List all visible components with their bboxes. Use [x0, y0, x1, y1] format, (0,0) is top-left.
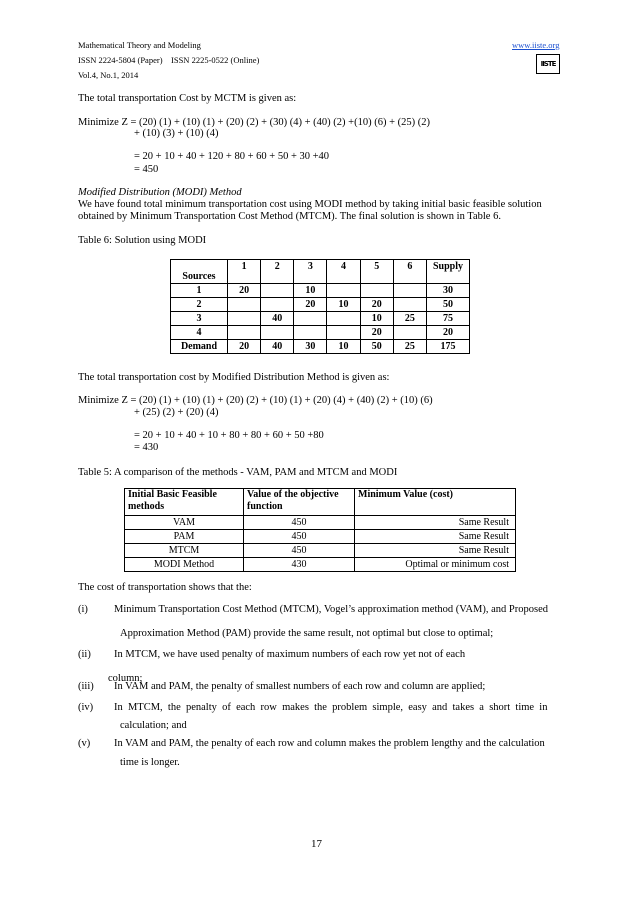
table6-caption: Table 6: Solution using MODI: [78, 235, 207, 246]
list-item-number: (iv): [78, 702, 94, 713]
table6-sources-label: Sources: [171, 260, 228, 284]
list-item-number: (ii): [78, 649, 91, 660]
table5-caption: Table 5: A comparison of the methods - VAM, PAM and MTCM and MODI: [78, 467, 398, 478]
table5-cell: 430: [244, 558, 355, 572]
list-item-text: In MTCM, we have used penalty of maximum numbers of each row yet not of each: [114, 649, 466, 660]
table6-cell: 20: [360, 298, 393, 312]
table6-cell: 10: [294, 284, 327, 298]
modi-paragraph-line-2: obtained by Minimum Transportation Cost Method (MTCM). The final solution is shown in Table 6.: [78, 211, 501, 222]
table6-cell: 25: [393, 340, 426, 354]
table5-cell: MODI Method: [125, 558, 244, 572]
table6-cell: 75: [427, 312, 470, 326]
table5-cell: PAM: [125, 530, 244, 544]
table6-cell: 10: [327, 340, 360, 354]
table5-row: [125, 544, 516, 558]
table6-cell: [393, 284, 426, 298]
table6-cell: 4: [171, 326, 228, 340]
list-item-text: In VAM and PAM, the penalty of each row and column makes the problem lengthy and the calculation: [114, 738, 545, 749]
modi-cost-equation-2: + (25) (2) + (20) (4): [134, 407, 219, 418]
table6-cell: 3: [171, 312, 228, 326]
table6-row: [171, 312, 470, 326]
table6-cell: [327, 326, 360, 340]
table5-header-cell: [244, 489, 355, 516]
table5-cell: MTCM: [125, 544, 244, 558]
table6-header-row: [171, 260, 470, 284]
journal-url[interactable]: www.iiste.org: [512, 40, 560, 50]
list-item-text: Approximation Method (PAM) provide the same result, not optimal but close to optimal;: [120, 628, 494, 639]
table5-cell: Same Result: [355, 544, 516, 558]
list-item-number: (i): [78, 604, 88, 615]
mctm-intro: The total transportation Cost by MCTM is given as:: [78, 93, 297, 104]
table6-cell: [327, 312, 360, 326]
table5-cell: 450: [244, 530, 355, 544]
iiste-logo: [536, 54, 560, 74]
table6-demand-row: [171, 340, 470, 354]
modi-cost-equation-1: Minimize Z = (20) (1) + (10) (1) + (20) (2) + (10) (1) + (20) (4) + (40) (2) + (10) (6): [78, 395, 433, 406]
table5-row: [125, 516, 516, 530]
table6-cell: 20: [228, 340, 261, 354]
mctm-equation-2: + (10) (3) + (10) (4): [134, 128, 219, 139]
table6-cell: 20: [360, 326, 393, 340]
table6-cell: [393, 298, 426, 312]
table6-cell: 175: [427, 340, 470, 354]
list-item-text: In MTCM, the penalty of each row makes the problem simple, easy and takes a short time in: [114, 702, 548, 713]
table6-cell: [294, 326, 327, 340]
list-item-text: In VAM and PAM, the penalty of smallest numbers of each row and column are applied;: [114, 681, 486, 692]
table5-row: [125, 558, 516, 572]
table6-col-header: 4: [327, 260, 360, 284]
list-item-text: Minimum Transportation Cost Method (MTCM), Vogel’s approximation method (VAM), and Proposed: [114, 604, 549, 615]
table6-cell: [261, 284, 294, 298]
list-item-text: column;: [108, 673, 143, 684]
table5-header-cell: [125, 489, 244, 516]
volume: Vol.4, No.1, 2014: [78, 70, 139, 80]
table6-cell: Demand: [171, 340, 228, 354]
modi-heading: Modified Distribution (MODI) Method: [78, 187, 242, 198]
table6-cell: 30: [294, 340, 327, 354]
table6-cell: [327, 284, 360, 298]
modi-cost-equation-4: = 430: [134, 442, 159, 453]
table6-cell: 25: [393, 312, 426, 326]
table6-cell: [228, 326, 261, 340]
table6-cell: [393, 326, 426, 340]
conclusion-intro: The cost of transportation shows that the:: [78, 582, 252, 593]
table6-cell: 1: [171, 284, 228, 298]
table5-header-line: Value of the objective: [247, 489, 339, 500]
table6-cell: [261, 298, 294, 312]
table6-cell: [360, 284, 393, 298]
table5-header-cell: [355, 489, 516, 516]
table5-cell: 450: [244, 516, 355, 530]
logo-text: IISTE: [540, 60, 556, 68]
table5-cell: 450: [244, 544, 355, 558]
journal-title: Mathematical Theory and Modeling: [78, 40, 201, 50]
page-number: 17: [311, 838, 322, 850]
table6-cell: [228, 312, 261, 326]
table5-cell: VAM: [125, 516, 244, 530]
table5-header-line: Minimum Value (cost): [358, 489, 453, 500]
table6-row: [171, 326, 470, 340]
mctm-equation-3: = 20 + 10 + 40 + 120 + 80 + 60 + 50 + 30 +40: [134, 151, 330, 162]
mctm-equation-1: Minimize Z = (20) (1) + (10) (1) + (20) (2) + (30) (4) + (40) (2) +(10) (6) + (25) (2): [78, 117, 430, 128]
table6-cell: [294, 312, 327, 326]
list-item-number: (v): [78, 738, 91, 749]
table6-row: [171, 298, 470, 312]
table6-col-header: 6: [393, 260, 426, 284]
table6-col-header: 3: [294, 260, 327, 284]
table6-cell: 30: [427, 284, 470, 298]
table5-header-row: [125, 489, 516, 516]
table5-header-line: function: [247, 501, 283, 512]
table5-cell: Same Result: [355, 516, 516, 530]
list-item-text: time is longer.: [120, 757, 180, 768]
table6-col-header: Supply: [427, 260, 470, 284]
modi-cost-intro: The total transportation cost by Modified Distribution Method is given as:: [78, 372, 390, 383]
table5-cell: Same Result: [355, 530, 516, 544]
table6-col-header: 5: [360, 260, 393, 284]
table6-cell: 40: [261, 312, 294, 326]
modi-paragraph-line-1: We have found total minimum transportation cost using MODI method by taking initial basic feasible solution: [78, 199, 542, 210]
table6-col-header: 1: [228, 260, 261, 284]
table6-cell: 20: [294, 298, 327, 312]
list-item-text: calculation; and: [120, 720, 187, 731]
table5-header-line: Initial Basic Feasible: [128, 489, 217, 500]
table6-cell: [261, 326, 294, 340]
table6-row: [171, 284, 470, 298]
table5-cell: Optimal or minimum cost: [355, 558, 516, 572]
table5-row: [125, 530, 516, 544]
table6-cell: 20: [427, 326, 470, 340]
table6-cell: 10: [327, 298, 360, 312]
issn: ISSN 2224-5804 (Paper) ISSN 2225-0522 (Online): [78, 55, 260, 65]
table6-cell: 2: [171, 298, 228, 312]
table6-cell: 50: [360, 340, 393, 354]
table6-cell: 50: [427, 298, 470, 312]
table6: [170, 259, 470, 354]
table6-cell: [228, 298, 261, 312]
list-item-number: (iii): [78, 681, 94, 692]
table6-col-header: 2: [261, 260, 294, 284]
table5: [124, 488, 516, 572]
table6-cell: 20: [228, 284, 261, 298]
table6-cell: 10: [360, 312, 393, 326]
modi-cost-equation-3: = 20 + 10 + 40 + 10 + 80 + 80 + 60 + 50 +80: [134, 430, 324, 441]
table6-cell: 40: [261, 340, 294, 354]
table5-header-line: methods: [128, 501, 165, 512]
mctm-equation-4: = 450: [134, 164, 159, 175]
